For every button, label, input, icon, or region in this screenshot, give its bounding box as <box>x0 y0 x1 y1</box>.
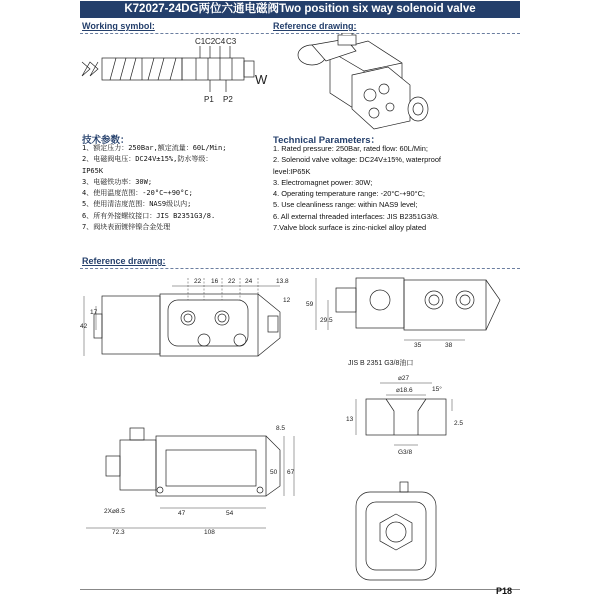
dim-bottom-8-5: 8.5 <box>276 425 286 432</box>
port-c4: C4 <box>215 37 226 46</box>
param-cn-line: 3、电磁铁功率：30W; <box>82 177 153 186</box>
dim-bottom-67: 67 <box>287 469 295 476</box>
dim-top-17: 17 <box>90 309 98 316</box>
dim-bottom-50: 50 <box>270 469 278 476</box>
section-divider <box>80 268 520 269</box>
param-en-line: 4. Operating temperature range: -20°C-+90°C; <box>273 189 425 199</box>
valve-bottom-view <box>80 410 300 535</box>
dim-top-22b: 22 <box>228 278 236 285</box>
param-cn-line: 5、使用清洁度范围：NAS9级以内; <box>82 200 192 209</box>
actuator-w: W <box>255 72 268 87</box>
param-cn-line: 2、电磁阀电压：DC24V±15%,防水等级： <box>82 155 213 164</box>
dim-bottom-54: 54 <box>226 510 234 517</box>
port-c2: C2 <box>205 37 216 46</box>
dim-bottom-72-3: 72.3 <box>112 529 125 535</box>
hydraulic-symbol <box>80 36 270 112</box>
dim-bottom-holes: 2X⌀8.5 <box>104 508 125 515</box>
thread-dia-27: ⌀27 <box>398 375 410 382</box>
page-number: P18 <box>495 586 512 596</box>
thread-title: JIS B 2351 G3/8油口 <box>348 360 414 367</box>
param-en-line: level:IP65K <box>273 166 311 176</box>
port-p2: P2 <box>223 95 233 104</box>
port-c3: C3 <box>226 37 237 46</box>
param-en-line: 2. Solenoid valve voltage: DC24V±15%, waterproof <box>273 155 441 165</box>
thread-port-detail <box>340 355 480 465</box>
working-symbol-label: Working symbol: <box>82 21 155 31</box>
params-en-list <box>273 143 441 233</box>
dim-bottom-108: 108 <box>204 529 215 535</box>
dim-top-24: 24 <box>245 278 253 285</box>
reference-drawing-label-top: Reference drawing: <box>273 21 357 31</box>
dim-top-16: 16 <box>211 278 219 285</box>
valve-3d-drawing <box>290 33 440 131</box>
tech-params-en-title: Technical Parameters： <box>273 135 381 146</box>
thread-dia-18-6: ⌀18.6 <box>396 387 413 394</box>
footer-rule <box>80 589 520 590</box>
dim-top-42: 42 <box>80 323 88 330</box>
thread-2-5: 2.5 <box>454 420 464 427</box>
port-c1: C1 <box>195 37 206 46</box>
header-title: K72027-24DG两位六通电磁阀Two position six way solenoid valve <box>80 1 520 18</box>
dim-side-59: 59 <box>306 301 314 308</box>
thread-depth-13: 13 <box>346 416 354 423</box>
param-en-line: 1. Rated pressure: 250Bar, rated flow: 60L/Min; <box>273 144 428 153</box>
coil-view <box>340 480 450 585</box>
param-en-line: 7.Valve block surface is zinc-nickel alloy plated <box>273 223 427 233</box>
param-cn-line: 7、阀块表面镀锌镍合金处理 <box>82 223 171 232</box>
valve-front-view <box>80 270 300 380</box>
dim-side-35: 35 <box>414 342 422 349</box>
dim-bottom-47: 47 <box>178 510 186 517</box>
param-cn-line: 4、使用温度范围：-20°C~+90°C; <box>82 189 193 198</box>
tech-params-cn-title: 技术参数： <box>82 135 130 146</box>
reference-drawing-label-bottom: Reference drawing: <box>82 256 166 266</box>
param-en-line: 5. Use cleanliness range: within NAS9 level; <box>273 200 418 210</box>
symbol-box-right <box>182 58 244 80</box>
param-en-line: 6. All external threaded interfaces: JIS B2351G3/8. <box>273 211 439 221</box>
param-cn-line: 1、额定压力：250Bar,额定流量：60L/Min; <box>82 144 227 152</box>
param-cn-line: IP65K <box>82 166 104 175</box>
valve-side-view <box>300 270 510 350</box>
thread-g3-8: G3/8 <box>398 449 413 456</box>
dim-top-12: 12 <box>283 297 291 304</box>
param-en-line: 3. Electromagnet power: 30W; <box>273 177 373 187</box>
dim-top-22a: 22 <box>194 278 202 285</box>
params-cn-list <box>82 143 226 233</box>
param-cn-line: 6、所有外接螺纹接口：JIS B2351G3/8. <box>82 211 216 220</box>
thread-angle-15: 15° <box>432 386 442 393</box>
dim-side-29-5: 29.5 <box>320 317 333 324</box>
port-p1: P1 <box>204 95 214 104</box>
dim-top-13-8: 13.8 <box>276 278 289 285</box>
dim-side-38: 38 <box>445 342 453 349</box>
